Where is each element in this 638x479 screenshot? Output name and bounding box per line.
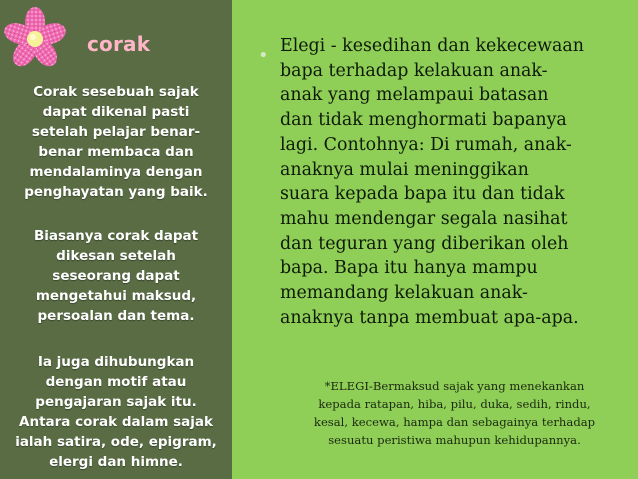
paragraph-line: Antara corak dalam sajak	[19, 414, 213, 430]
main-text-line: anak yang melampaui batasan	[280, 85, 549, 106]
paragraph-line: dikesan setelah	[56, 248, 176, 264]
paragraph-line: seseorang dapat	[52, 268, 180, 284]
paragraph-line: mendalaminya dengan	[29, 164, 203, 180]
main-text-line: dan tidak menghormati bapanya	[280, 110, 567, 131]
main-text-line: dan teguran yang diberikan oleh	[280, 233, 569, 254]
main-text-line: anaknya mulai meninggikan	[280, 159, 529, 180]
main-text-line: bapa terhadap kelakuan anak-	[280, 60, 548, 81]
footnote	[292, 377, 617, 449]
paragraph-line: dapat dikenal pasti	[42, 104, 190, 120]
left-panel	[0, 0, 232, 479]
footnote-line: kepada ratapan, hiba, pilu, duka, sedih, rindu,	[318, 397, 591, 411]
paragraph-1	[6, 82, 226, 202]
main-text-line: memandang kelakuan anak-	[280, 283, 528, 304]
paragraph-line: persoalan dan tema.	[37, 308, 195, 324]
main-text	[280, 34, 630, 330]
paragraph-2	[6, 226, 226, 326]
paragraph-line: Corak sesebuah sajak	[33, 84, 199, 100]
paragraph-line: dengan motif atau	[45, 374, 187, 390]
paragraph-line: ialah satira, ode, epigram,	[15, 434, 217, 450]
main-text-line: suara kepada bapa itu dan tidak	[280, 184, 565, 205]
paragraph-line: penghayatan yang baik.	[24, 184, 208, 200]
paragraph-line: Biasanya corak dapat	[33, 228, 199, 244]
main-text-line: anaknya tanpa membuat apa-apa.	[280, 307, 579, 328]
paragraph-line: setelah pelajar benar-	[31, 124, 201, 140]
footnote-line: sesuatu peristiwa mahupun kehidupannya.	[328, 433, 581, 447]
slide-title: corak	[87, 32, 151, 56]
bullet-dot-icon: •	[258, 45, 269, 66]
main-text-line: Elegi - kesedihan dan kekecewaan	[280, 36, 584, 56]
footnote-line: kesal, kecewa, hampa dan sebagainya terhadap	[313, 415, 596, 429]
paragraph-line: elergi dan himne.	[49, 454, 183, 470]
main-text-line: bapa. Bapa itu hanya mampu	[280, 258, 538, 279]
footnote-line: *ELEGI-Bermaksud sajak yang menekankan	[324, 379, 585, 393]
paragraph-line: benar membaca dan	[38, 144, 194, 160]
pink-glitter-flower-icon	[2, 6, 68, 72]
paragraph-line: pengajaran sajak itu.	[35, 394, 197, 410]
paragraph-3	[6, 352, 226, 472]
paragraph-line: Ia juga dihubungkan	[37, 354, 195, 370]
main-text-line: lagi. Contohnya: Di rumah, anak-	[280, 134, 572, 155]
paragraph-line: mengetahui maksud,	[35, 288, 197, 304]
main-text-line: mahu mendengar segala nasihat	[280, 208, 568, 229]
